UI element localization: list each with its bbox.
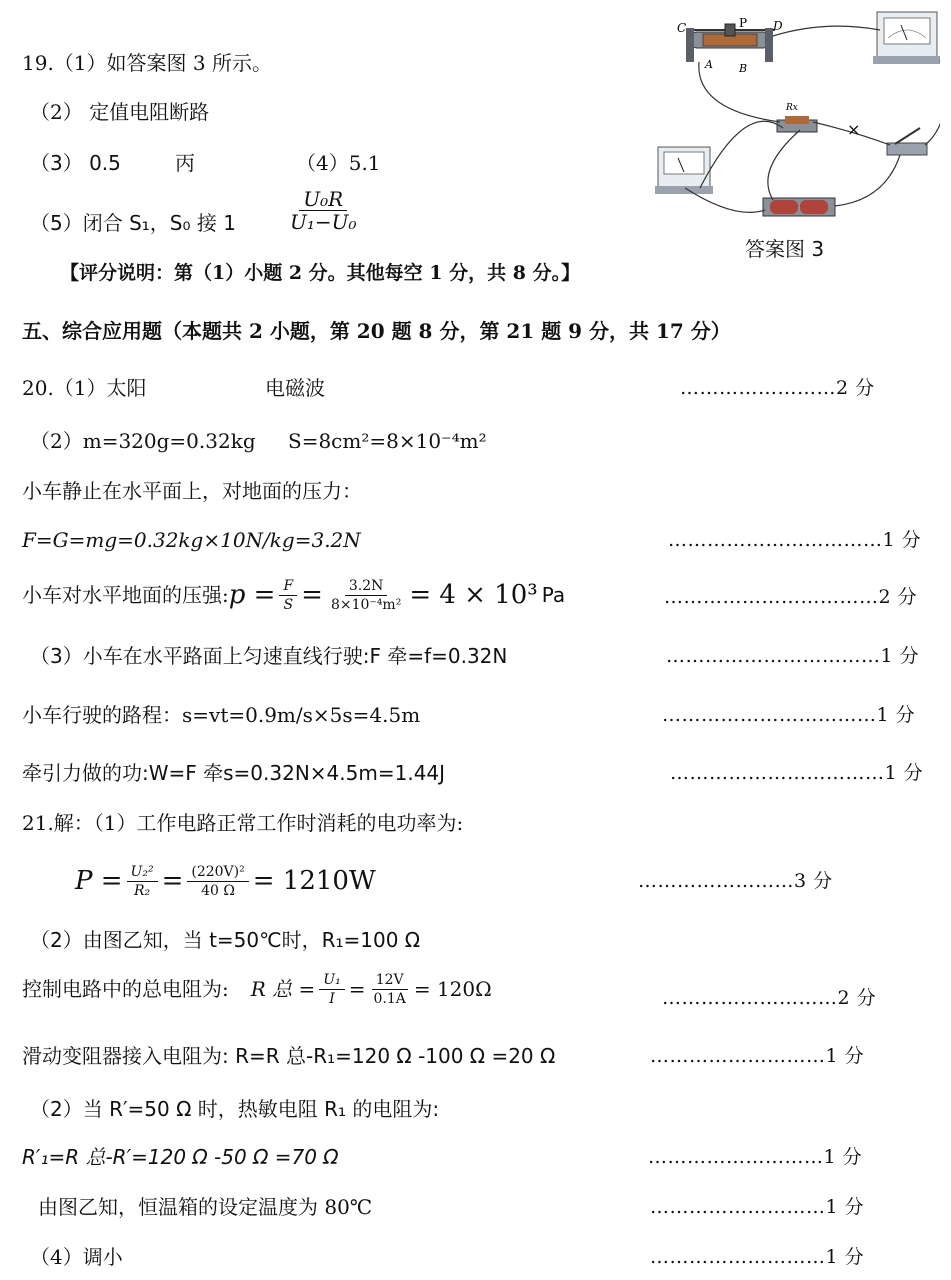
q21-line-9: （4）调小 (30, 1245, 123, 1269)
q21-power-p: P = (75, 866, 123, 896)
q20-score-4: ……………………………1 分 (668, 529, 922, 551)
q20-line-2a: （2）m=320g=0.32kg (30, 429, 256, 453)
q21-line-2: P = $\frac{\text{U₂²}}{\text{R₂}}$ = $\frac{\text{(220V)²}}{40 \Omega}$ = 1210W (75, 863, 376, 899)
voltmeter (655, 147, 713, 194)
q21-r-total: R 总 = (250, 977, 316, 1001)
q20-score-8: ……………………………1 分 (670, 762, 924, 784)
label-rx: Rx (786, 103, 798, 113)
q19-line-3b: 丙 (175, 151, 195, 175)
q20-eq: = (301, 580, 323, 610)
q21-score-7: ………………………1 分 (648, 1146, 863, 1168)
q21-score-8: ………………………1 分 (650, 1196, 865, 1218)
q21-frac2-den: 40 Ω (201, 882, 235, 899)
q20-frac2-den: 8×10⁻⁴m² (330, 596, 402, 613)
switch (887, 128, 927, 155)
label-p: P (739, 16, 748, 30)
q21-power-result: = 1210W (252, 866, 376, 896)
q20-result: = 4 × 10³ (409, 580, 538, 610)
q20-line-8: 牵引力做的功:W=F 牵s=0.32N×4.5m=1.44J (22, 761, 446, 785)
q21-frac4-num: 12V (372, 971, 408, 990)
q21-line-3: （2）由图乙知，当 t=50℃时，R₁=100 Ω (30, 928, 421, 952)
q21-line-1: 21.解：（1）工作电路正常工作时消耗的电功率为: (22, 811, 464, 835)
q20-line-6: （3）小车在水平路面上匀速直线行驶:F 牵=f=0.32N (30, 644, 508, 668)
label-d: D (773, 19, 783, 33)
q21-score-4: ………………………2 分 (662, 987, 877, 1009)
q19-scoring-note: 【评分说明：第（1）小题 2 分。其他每空 1 分，共 8 分。】 (60, 262, 581, 284)
q20-frac1-den: S (283, 596, 294, 613)
q19-line-2: （2） 定值电阻断路 (30, 100, 210, 124)
q20-line-1b: 电磁波 (265, 376, 325, 400)
label-b: B (739, 62, 748, 75)
q21-score-2: ……………………3 分 (638, 870, 833, 892)
q21-line-7: R′₁=R 总-R′=120 Ω -50 Ω =70 Ω (22, 1145, 339, 1169)
q19-fraction (282, 188, 365, 233)
q20-score-5: ……………………………2 分 (664, 586, 918, 608)
q20-frac2-num: 3.2N (345, 577, 388, 596)
q21-line-4: 控制电路中的总电阻为: R 总 = $\frac{\text{U₁}}{I}$ = $\frac{12V}{0.1A}$ = 120Ω (22, 971, 492, 1007)
q21-frac2-num: (220V)² (187, 863, 248, 882)
q20-line-3: 小车静止在水平面上，对地面的压力： (22, 479, 362, 503)
q21-frac1-den: R₂ (133, 882, 151, 899)
q21-total-resistance-label: 控制电路中的总电阻为: (22, 977, 229, 1001)
q21-score-5: ………………………1 分 (650, 1045, 865, 1067)
q21-line-6: （2）当 R′=50 Ω 时，热敏电阻 R₁ 的电阻为: (30, 1097, 440, 1121)
q21-frac4-den: 0.1A (373, 990, 406, 1007)
q20-unit: Pa (541, 583, 566, 607)
broken-wire-mark: × (847, 120, 861, 139)
q20-line-4: F=G=mg=0.32kg×10N/kg=3.2N (22, 528, 361, 552)
label-a: A (705, 58, 713, 71)
q19-line-3a: （3） 0.5 (30, 151, 121, 175)
q21-line-8: 由图乙知，恒温箱的设定温度为 80℃ (38, 1195, 373, 1219)
battery-pack (763, 198, 835, 216)
q20-score-6: ……………………………1 分 (666, 645, 920, 667)
q19-line-1: 19.（1）如答案图 3 所示。 (22, 51, 272, 75)
q19-frac-den: U₁−U₀ (290, 210, 357, 234)
q19-line-5a: （5）闭合 S₁，S₀ 接 1 (30, 211, 236, 235)
label-c: C (677, 21, 687, 35)
q20-frac1-num: F (279, 577, 297, 596)
figure-caption: 答案图 3 (745, 237, 825, 261)
q20-score-7: ……………………………1 分 (662, 704, 916, 726)
section-5-heading (22, 318, 731, 344)
section-5-title: 五、综合应用题（本题共 2 小题，第 20 题 8 分，第 21 题 9 分，共 17 分） (22, 319, 731, 343)
q21-total-resistance-result: = 120Ω (413, 977, 492, 1001)
circuit-diagram-figure (655, 10, 940, 225)
q21-line-5: 滑动变阻器接入电阻为: R=R 总-R₁=120 Ω -100 Ω =20 Ω (22, 1044, 556, 1068)
q20-line-2b: S=8cm²=8×10⁻⁴m² (288, 429, 487, 453)
q20-line-5 (22, 570, 565, 620)
slide-rheostat (686, 24, 775, 62)
q20-pressure-label: 小车对水平地面的压强: (22, 583, 229, 607)
q21-frac3-num: U₁ (319, 971, 344, 990)
q20-line-7: 小车行驶的路程：s=vt=0.9m/s×5s=4.5m (22, 703, 421, 727)
q19-line-3c: （4）5.1 (296, 151, 381, 175)
q21-score-9: ………………………1 分 (650, 1246, 865, 1268)
q21-frac1-num: U₂² (127, 863, 158, 882)
ammeter (873, 12, 940, 64)
q20-score-1: ……………………2 分 (680, 377, 875, 399)
q19-frac-num: U₀R (299, 188, 347, 211)
q20-line-1a: 20.（1）太阳 (22, 376, 147, 400)
q20-pressure-p: p = (228, 580, 276, 610)
q21-frac3-den: I (329, 990, 335, 1007)
